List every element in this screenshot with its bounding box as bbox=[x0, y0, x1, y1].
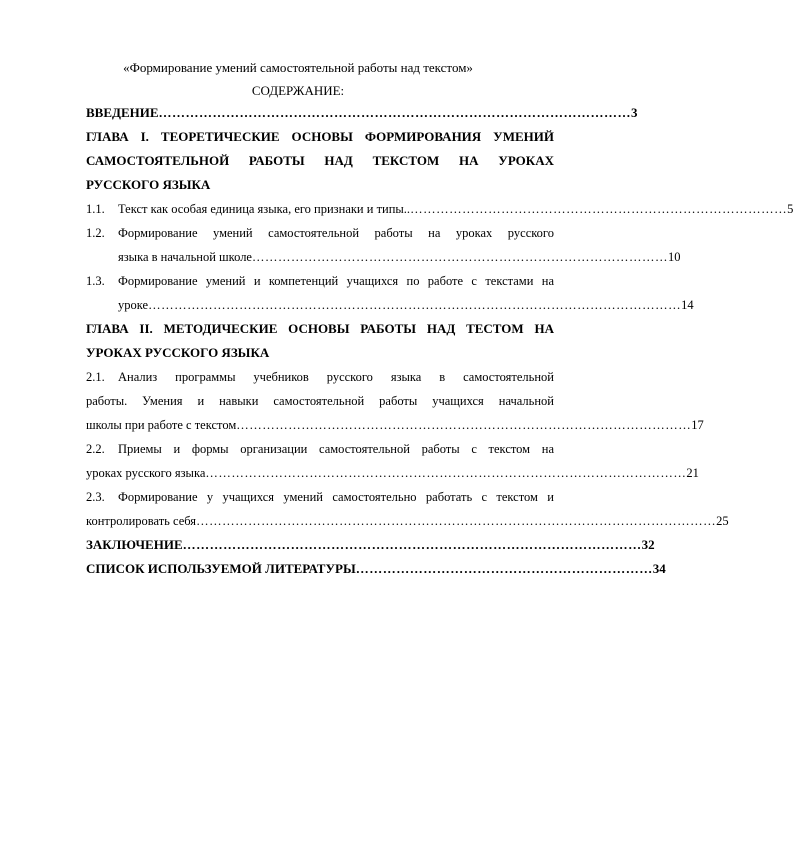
toc-entry-2-1-line3 bbox=[86, 413, 704, 437]
toc-entry-title-cont: уроке bbox=[118, 298, 149, 312]
dot-leader: ………………………………………………………………………………………………………… bbox=[196, 514, 717, 528]
toc-chapter-1-line1: ГЛАВА I. ТЕОРЕТИЧЕСКИЕ ОСНОВЫ ФОРМИРОВАНИЯ УМЕНИЙ bbox=[86, 129, 554, 144]
toc-section-number: 1.2. bbox=[86, 226, 105, 240]
toc-entry-title: СПИСОК ИСПОЛЬЗУЕМОЙ ЛИТЕРАТУРЫ bbox=[86, 561, 356, 576]
toc-entry-conclusion bbox=[86, 533, 655, 557]
toc-entry-2-3-line2 bbox=[86, 509, 729, 533]
toc-chapter-2-line2: УРОКАХ РУССКОГО ЯЗЫКА bbox=[86, 345, 270, 360]
toc-page-number: 34 bbox=[652, 561, 666, 576]
toc-entry-title: ЗАКЛЮЧЕНИЕ bbox=[86, 537, 183, 552]
toc-entry-2-2-line1 bbox=[86, 437, 554, 461]
toc-entry-title: ВВЕДЕНИЕ bbox=[86, 105, 159, 120]
dot-leader: …………………………………………………………………………………………………………… bbox=[148, 298, 682, 312]
dot-leader: …………………………………………………………………………………………… bbox=[158, 105, 632, 120]
toc-entry-1-3-line2 bbox=[86, 293, 694, 317]
toc-section-number: 2.3. bbox=[86, 490, 105, 504]
toc-page-number: 5 bbox=[787, 202, 793, 216]
toc-entry-2-3-line1 bbox=[86, 485, 554, 509]
toc-entry-title-cont: языка в начальной школе bbox=[118, 250, 252, 264]
toc-entry-title: Формирование умений и компетенций учащихся по работе с текстами на bbox=[118, 274, 554, 288]
toc-entry-title-cont: школы при работе с текстом bbox=[86, 418, 237, 432]
dot-leader: …………………………………………………………………………………… bbox=[251, 250, 668, 264]
toc-chapter-2-line1: ГЛАВА II. МЕТОДИЧЕСКИЕ ОСНОВЫ РАБОТЫ НАД ТЕСТОМ НА bbox=[86, 321, 554, 336]
toc-entry-title: Анализ программы учебников русского языка в самостоятельной bbox=[118, 370, 554, 384]
toc-entry-references bbox=[86, 557, 666, 581]
contents-heading: СОДЕРЖАНИЕ: bbox=[251, 83, 345, 98]
toc-page-number: 21 bbox=[686, 466, 699, 480]
toc-page-number: 32 bbox=[641, 537, 655, 552]
toc-entry-2-2-line2 bbox=[86, 461, 699, 485]
toc-page-number: 17 bbox=[691, 418, 704, 432]
toc-section-number: 1.3. bbox=[86, 274, 105, 288]
toc-page-number: 14 bbox=[681, 298, 694, 312]
toc-page-number: 3 bbox=[631, 105, 638, 120]
toc-section-number: 2.1. bbox=[86, 370, 105, 384]
toc-section-number: 1.1. bbox=[86, 202, 105, 216]
dot-leader: ………………………………………………………………………………………… bbox=[182, 537, 642, 552]
dot-leader: ………………………………………………………… bbox=[355, 561, 653, 576]
toc-entry-1-1 bbox=[86, 197, 793, 221]
toc-page-number: 10 bbox=[667, 250, 681, 264]
dot-leader: …………………………………………………………………………… bbox=[410, 202, 788, 216]
toc-entry-title: Формирование у учащихся умений самостоятельно работать с текстом и bbox=[118, 490, 554, 504]
toc-page-number: 25 bbox=[716, 514, 729, 528]
toc-section-number: 2.2. bbox=[86, 442, 105, 456]
document-title: «Формирование умений самостоятельной работы над текстом» bbox=[123, 60, 473, 75]
toc-entry-2-1-line2: работы. Умения и навыки самостоятельной работы учащихся начальной bbox=[86, 394, 554, 408]
toc-chapter-1-line2: САМОСТОЯТЕЛЬНОЙ РАБОТЫ НАД ТЕКСТОМ НА УРОКАХ bbox=[86, 153, 554, 168]
toc-entry-title: Приемы и формы организации самостоятельной работы с текстом на bbox=[118, 442, 554, 456]
dot-leader: ………………………………………………………………………………………………… bbox=[205, 466, 687, 480]
toc-entry-title-cont: контролировать себя bbox=[86, 514, 197, 528]
toc-entry-title-cont: уроках русского языка bbox=[86, 466, 206, 480]
toc-entry-2-1-line1 bbox=[86, 365, 554, 389]
toc-entry-title: Текст как особая единица языка, его признаки и типы.. bbox=[118, 202, 411, 216]
toc-entry-1-2-line1 bbox=[86, 221, 554, 245]
toc-entry-1-3-line1 bbox=[86, 269, 554, 293]
dot-leader: …………………………………………………………………………………………… bbox=[236, 418, 692, 432]
toc-entry-1-2-line2 bbox=[86, 245, 681, 269]
toc-chapter-1-line3: РУССКОГО ЯЗЫКА bbox=[86, 177, 211, 192]
toc-entry-intro bbox=[86, 101, 638, 125]
toc-entry-title: Формирование умений самостоятельной работы на уроках русского bbox=[118, 226, 554, 240]
